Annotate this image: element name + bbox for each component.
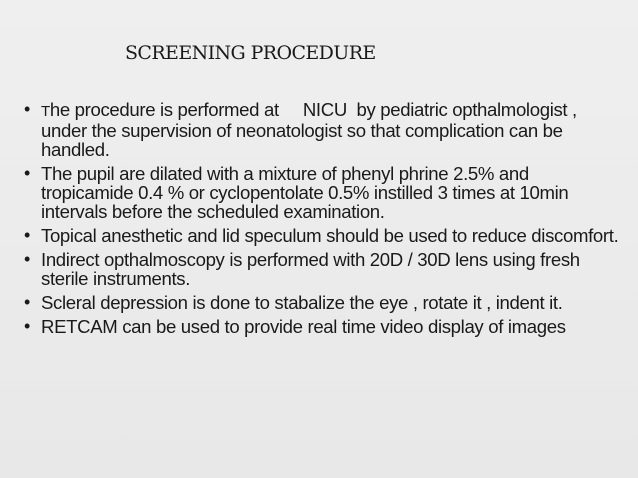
bullet-text <box>41 100 624 159</box>
bullet-text: RETCAM can be used to provide real time video display of images <box>41 316 566 337</box>
bullet-icon: • <box>24 163 30 183</box>
bullet-text: Topical anesthetic and lid speculum should be used to reduce discomfort. <box>41 225 619 246</box>
bullet-item <box>24 293 624 312</box>
bullet-text: Indirect opthalmoscopy is performed with 20D / 30D lens using fresh sterile instruments. <box>41 249 580 289</box>
bullet-item <box>24 100 624 159</box>
bullet-item <box>24 317 624 336</box>
bullet-text: Scleral depression is done to stabalize the eye , rotate it , indent it. <box>41 292 563 313</box>
bullet-item <box>24 250 624 288</box>
slide-title: SCREENING PROCEDURE <box>125 42 376 64</box>
bullet-body: he procedure is performed at NICU by pediatric opthalmologist , under the supervision of neonatologist so that complication can be handled. <box>41 99 582 160</box>
bullet-lead-letter: T <box>41 103 50 120</box>
bullet-icon: • <box>24 249 30 269</box>
bullet-icon: • <box>24 99 30 119</box>
bullet-icon: • <box>24 316 30 336</box>
bullet-item <box>24 226 624 245</box>
bullet-item <box>24 164 624 221</box>
bullet-text: The pupil are dilated with a mixture of phenyl phrine 2.5% and tropicamide 0.4 % or cyclopentolate 0.5% instilled 3 times at 10min intervals before the scheduled examination. <box>41 163 569 222</box>
bullet-list <box>24 100 624 341</box>
bullet-icon: • <box>24 225 30 245</box>
bullet-icon: • <box>24 292 30 312</box>
